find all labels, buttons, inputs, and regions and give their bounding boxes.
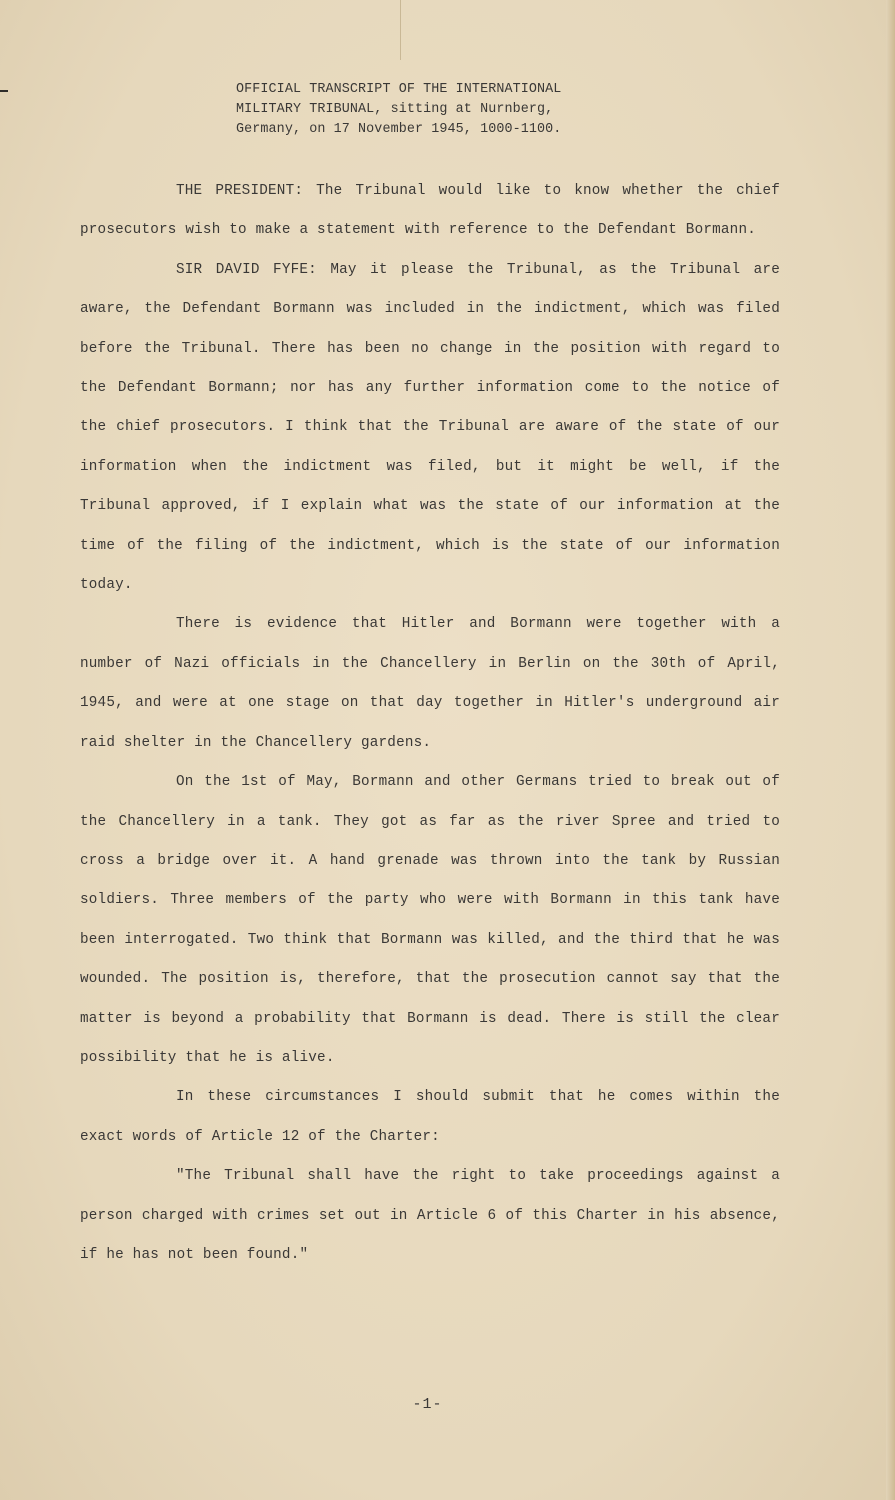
transcript-body [80, 172, 780, 1275]
header-line: MILITARY TRIBUNAL, sitting at Nurnberg, [236, 102, 554, 117]
paragraph-may-first: On the 1st of May, Bormann and other Germans tried to break out of the Chancellery in a tank. They got as far as the river Spree and tried to cross a bridge over it. A hand grenade was thrown into the tank by Russian soldiers. Three members of the party who were with Bormann in this tank have been interrogated. Two think that Bormann was killed, and the third that he was wounded. The position is, therefore, that the prosecution cannot say that the matter is beyond a probability that Bormann is dead. There is still the clear possibility that he is alive. [80, 774, 780, 1066]
paragraph-circumstances: In these circumstances I should submit that he comes within the exact words of Article 12 of the Charter: [80, 1089, 780, 1145]
margin-mark [0, 90, 8, 92]
transcript-header [236, 80, 656, 140]
page-number: -1- [412, 1396, 443, 1413]
header-line: Germany, on 17 November 1945, 1000-1100. [236, 122, 562, 137]
paragraph-president: THE PRESIDENT: The Tribunal would like to know whether the chief prosecutors wish to make a statement with reference to the Defendant Bormann. [80, 183, 780, 239]
header-line: OFFICIAL TRANSCRIPT OF THE INTERNATIONAL [236, 82, 562, 97]
fold-crease [400, 0, 401, 60]
page-edge [886, 0, 895, 1500]
paragraph-article-quote: "The Tribunal shall have the right to take proceedings against a person charged with crimes set out in Article 6 of this Charter in his absence, if he has not been found." [80, 1168, 780, 1263]
paragraph-evidence: There is evidence that Hitler and Bormann were together with a number of Nazi officials in the Chancellery in Berlin on the 30th of April, 1945, and were at one stage on that day together in Hitler's underground air raid shelter in the Chancellery gardens. [80, 616, 780, 751]
paragraph-fyfe-statement: SIR DAVID FYFE: May it please the Tribunal, as the Tribunal are aware, the Defendant Bormann was included in the indictment, which was filed before the Tribunal. There has been no change in the position with regard to the Defendant Bormann; nor has any further information come to the notice of the chief prosecutors. I think that the Tribunal are aware of the state of our information when the indictment was filed, but it might be well, if the Tribunal approved, if I explain what was the state of our information at the time of the filing of the indictment, which is the state of our information today. [80, 261, 780, 594]
